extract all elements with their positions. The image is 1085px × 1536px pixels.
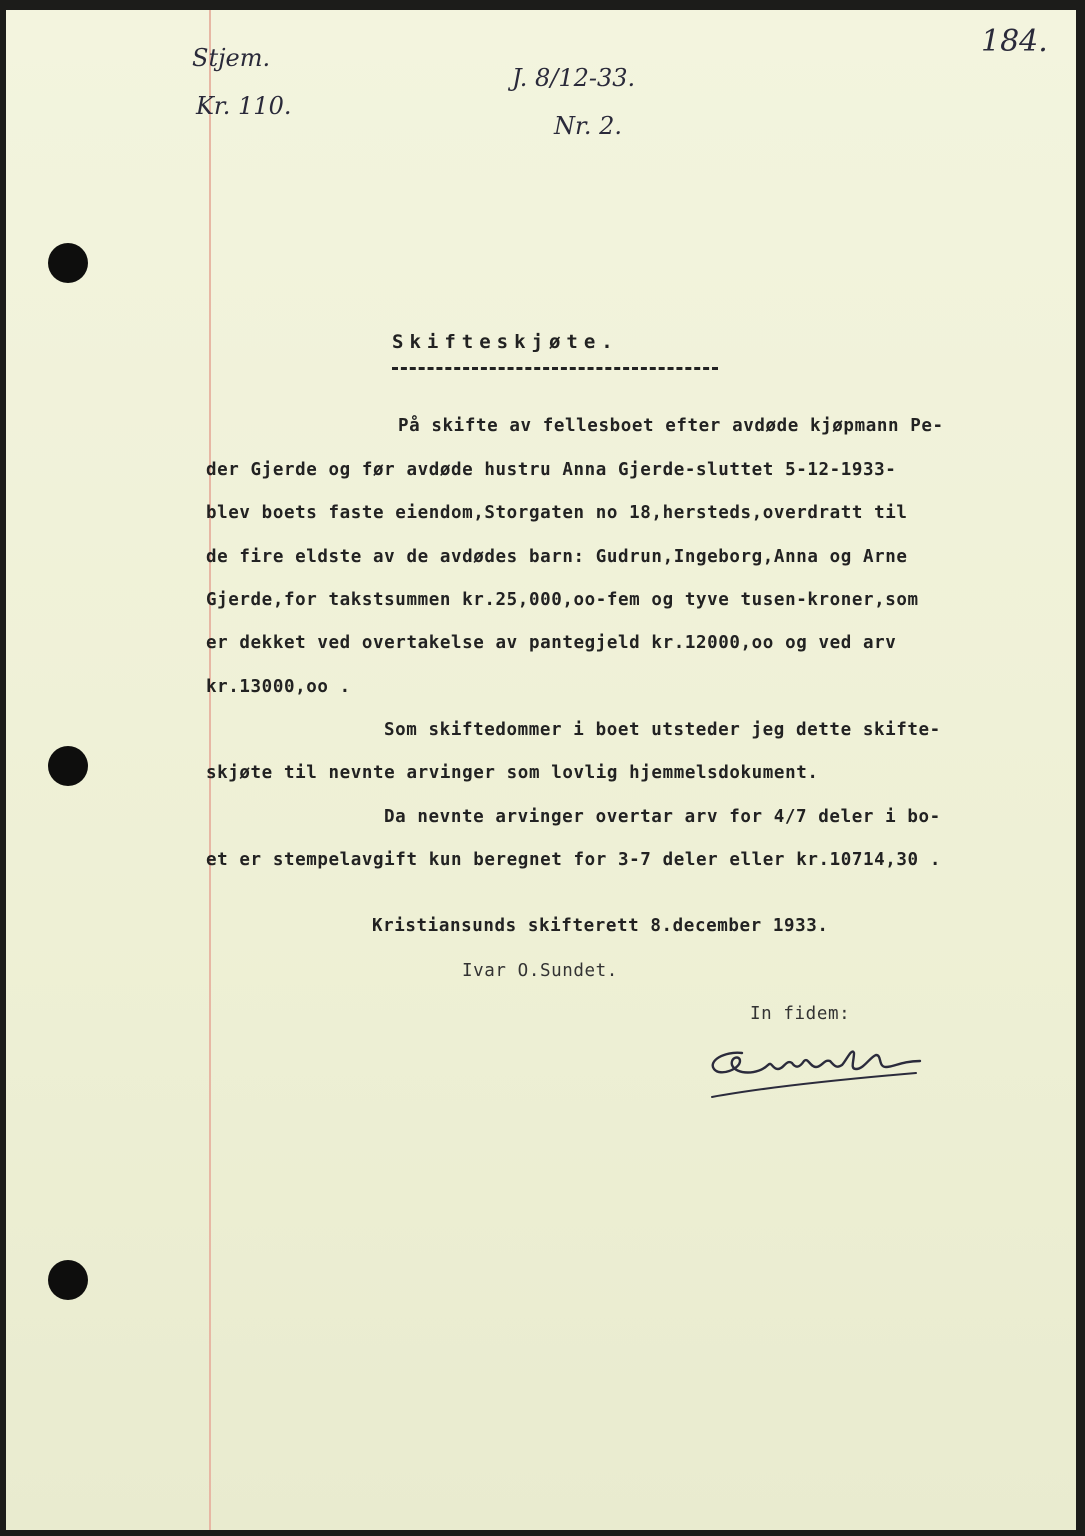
text-line: På skifte av fellesboet efter avdøde kjøpmann Pe-: [398, 416, 944, 436]
text-line: et er stempelavgift kun beregnet for 3-7 deler eller kr.10714,30 .: [206, 850, 941, 870]
text-line: der Gjerde og før avdøde hustru Anna Gjerde-sluttet 5-12-1933-: [206, 460, 897, 480]
text-line: kr.13000,oo .: [206, 677, 351, 697]
text-line: skjøte til nevnte arvinger som lovlig hjemmelsdokument.: [206, 763, 819, 783]
page-number: 184.: [981, 24, 1048, 59]
punch-hole: [48, 1260, 88, 1300]
punch-hole: [48, 746, 88, 786]
text-line: Da nevnte arvinger overtar arv for 4/7 deler i bo-: [384, 807, 941, 827]
stamp-note-line2: Nr. 2.: [554, 112, 622, 140]
handwritten-signature: [706, 1035, 936, 1105]
stamp-note-line1: J. 8/12-33.: [512, 64, 636, 92]
place-date: Kristiansunds skifterett 8.december 1933.: [372, 916, 829, 936]
text-line: blev boets faste eiendom,Storgaten no 18,hersteds,overdratt til: [206, 503, 908, 523]
text-line: er dekket ved overtakelse av pantegjeld kr.12000,oo og ved arv: [206, 633, 897, 653]
corner-note-line2: Kr. 110.: [196, 92, 292, 120]
text-line: Gjerde,for takstsummen kr.25,000,oo-fem og tyve tusen-kroner,som: [206, 590, 919, 610]
punch-hole: [48, 243, 88, 283]
title-underline: [392, 367, 718, 370]
text-line: de fire eldste av de avdødes barn: Gudrun,Ingeborg,Anna og Arne: [206, 547, 908, 567]
judge-name: Ivar O.Sundet.: [462, 961, 618, 981]
in-fidem-label: In fidem:: [750, 1004, 851, 1024]
corner-note-line1: Stjem.: [192, 44, 271, 72]
document-title: Skifteskjøte.: [392, 331, 619, 353]
document-page: [6, 10, 1076, 1530]
text-line: Som skiftedommer i boet utsteder jeg dette skifte-: [384, 720, 941, 740]
